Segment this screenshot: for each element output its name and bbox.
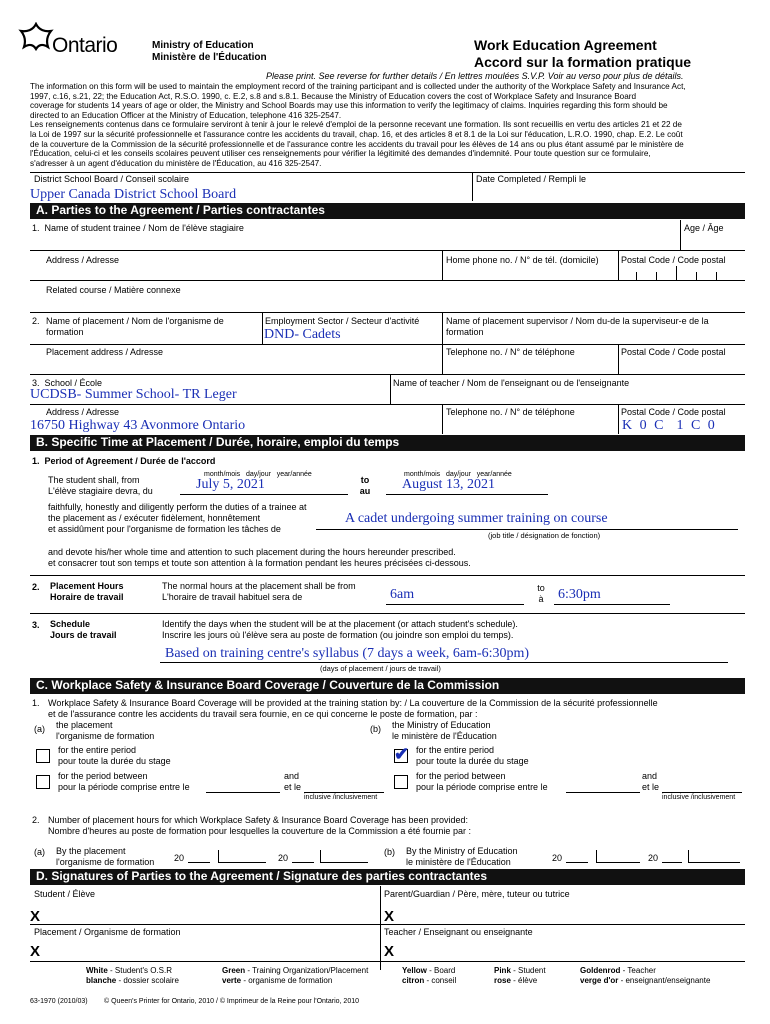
student-name-label: Name of student trainee / Nom de l'élève stagiaire: [44, 223, 244, 233]
hours-label-en: Placement Hours: [50, 581, 124, 591]
placement-signature-label: Placement / Organisme de formation: [34, 927, 181, 937]
section-c-bar: C. Workplace Safety & Insurance Board Coverage / Couverture de la Commission: [30, 678, 745, 694]
option-a-label-fr: l'organisme de formation: [56, 731, 155, 741]
hours-coverage-text-en: Number of placement hours for which Workplace Safety & Insurance Board Coverage has been provided:: [48, 815, 469, 825]
from-date-value[interactable]: July 5, 2021: [196, 477, 265, 492]
option-a-label-en: the placement: [56, 720, 113, 730]
option-b-between-checkbox[interactable]: [394, 775, 408, 789]
form-title-en: Work Education Agreement: [474, 37, 657, 53]
option-b-label-fr: le ministère de l'Éducation: [392, 731, 497, 741]
home-phone-label: Home phone no. / N° de tél. (domicile): [446, 255, 599, 265]
date-completed-label: Date Completed / Rempli le: [476, 174, 587, 184]
board-label: District School Board / Conseil scolaire: [34, 174, 190, 184]
section-b-bar: B. Specific Time at Placement / Durée, horaire, emploi du temps: [30, 435, 745, 451]
duties-text-1: faithfully, honestly and diligently perform the duties of a trainee at: [48, 502, 307, 512]
school-address-value[interactable]: 16750 Highway 43 Avonmore Ontario: [30, 418, 246, 433]
school-postal-label: Postal Code / Code postal: [621, 407, 726, 417]
ministry-en: Ministry of Education: [152, 40, 254, 51]
hours-coverage-text-fr: Nombre d'heures au poste de formation pour lesquelles la couverture de la Commission a été fournie par :: [48, 826, 471, 836]
section-a-bar: A. Parties to the Agreement / Parties contractantes: [30, 203, 745, 219]
school-label: School / École: [44, 378, 103, 388]
placement-address-label: Placement address / Adresse: [46, 347, 164, 357]
parent-signature-label: Parent/Guardian / Père, mère, tuteur ou tutrice: [384, 889, 570, 899]
teacher-signature-label: Teacher / Enseignant ou enseignante: [384, 927, 533, 937]
form-title-fr: Accord sur la formation pratique: [474, 54, 692, 70]
to-date-value[interactable]: August 13, 2021: [402, 477, 495, 492]
teacher-name-label: Name of teacher / Nom de l'enseignant ou de l'enseignante: [393, 378, 630, 388]
from-label-fr: L'élève stagiaire devra, du: [48, 486, 153, 496]
form-number: 63-1970 (2010/03): [30, 998, 88, 1005]
teacher-signature-x[interactable]: X: [384, 943, 395, 960]
school-phone-label: Telephone no. / N° de téléphone: [446, 407, 575, 417]
copyright: © Queen's Printer for Ontario, 2010 / © Imprimeur de la Reine pour l'Ontario, 2010: [104, 998, 360, 1005]
placement-signature-x[interactable]: X: [30, 943, 41, 960]
schedule-value[interactable]: Based on training centre's syllabus (7 days a week, 6am-6:30pm): [165, 646, 530, 661]
job-title-value[interactable]: A cadet undergoing summer training on course: [345, 511, 608, 526]
schedule-hint: (days of placement / jours de travail): [320, 664, 441, 673]
school-postal-value[interactable]: K 0 C 1 C 0: [622, 418, 717, 433]
devote-text-en: and devote his/her whole time and attention to such placement during the hours hereunder prescribed.: [48, 547, 456, 557]
option-b-label-en: the Ministry of Education: [392, 720, 491, 730]
coverage-text-fr: et de l'assurance contre les accidents du travail sera fournie, en ce qui concerne le poste de formation, par :: [48, 709, 478, 719]
hours-to-value[interactable]: 6:30pm: [558, 587, 601, 602]
address-label: Address / Adresse: [46, 255, 120, 265]
related-course-label: Related course / Matière connexe: [46, 285, 181, 295]
from-date-hint: month/mois day/jour year/année: [204, 471, 312, 478]
schedule-label-en: Schedule: [50, 619, 91, 629]
employment-sector-value[interactable]: DND- Cadets: [264, 327, 341, 342]
by-ministry-label-fr: le ministère de l'Éducation: [406, 857, 511, 867]
placement-phone-label: Telephone no. / N° de téléphone: [446, 347, 575, 357]
placement-name-label: Name of placement / Nom de l'organisme de: [46, 316, 224, 326]
schedule-label-fr: Jours de travail: [50, 630, 117, 640]
ontario-logo: [14, 20, 134, 60]
option-a-between-checkbox[interactable]: [36, 775, 50, 789]
checkmark-icon: ✔: [394, 744, 410, 764]
by-ministry-label-en: By the Ministry of Education: [406, 846, 518, 856]
postal-code-label: Postal Code / Code postal: [621, 255, 726, 265]
placement-postal-label: Postal Code / Code postal: [621, 347, 726, 357]
to-date-hint: month/mois day/jour year/année: [404, 471, 512, 478]
age-label: Age / Âge: [684, 223, 724, 233]
by-placement-label-en: By the placement: [56, 846, 126, 856]
section-d-bar: D. Signatures of Parties to the Agreement / Signature des parties contractantes: [30, 869, 745, 885]
student-signature-label: Student / Élève: [34, 889, 96, 899]
school-address-label: Address / Adresse: [46, 407, 120, 417]
logo-text: Ontario: [52, 34, 118, 57]
by-placement-label-fr: l'organisme de formation: [56, 857, 155, 867]
from-label-en: The student shall, from: [48, 475, 140, 485]
supervisor-label: Name of placement supervisor / Nom du-de la superviseur-e de la: [446, 316, 709, 326]
intro-text: The information on this form will be used to maintain the employment record of the training participant and is collected under the authority of the Workplace Safety and Insurance Act, 1997, c.16, s.21, 22; the Education Act, R.S.O. 1990, c. E.2, s.8 and s.8.1. Because the Ministry of Education covers the cost of Workplace Safety and Insurance Board coverage for students 14 years of age or older, the Ministry and School Boards may use this information to verify the legitimacy of claims. Inquiries regarding this form should be directed to an Education Officer at the Ministry of Education, telephone 416 325-2547. Les renseignements contenus dans ce formulaire serviront à tenir à jour le relevé d'emploi de la personne recevant une formation. Ils sont recueillis en vertu des articles 21 et 22 de la Loi de 1997 sur la sécurité professionnelle et l'assurance contre les accidents du travail, chap. 16, et des articles 8 et 8.1 de la Loi sur l'éducation, L.R.O. 1990, chap. E.2. Le coût de la couverture de la Commission de la sécurité professionnelle et de l'assurance contre les accidents du travail pour les élèves de 14 ans ou plus étant assumé par le ministère de l'Éducation, celui-ci et les conseils scolaires peuvent utiliser ces renseignements pour vérifier la légitimité des demandes d'indemnité. Pour toute question sur ce formulaire, s'adresser à un agent d'éducation du ministère de l'Éducation, au 416 325-2547.: [30, 82, 686, 168]
to-label-fr: au: [359, 486, 371, 496]
job-title-hint: (job title / désignation de fonction): [488, 531, 601, 540]
to-label-en: to: [360, 475, 370, 485]
option-a-entire-checkbox[interactable]: [36, 749, 50, 763]
devote-text-fr: et consacrer tout son temps et toute son attention à la formation pendant les heures précisées ci-dessous.: [48, 558, 471, 568]
ministry-fr: Ministère de l'Éducation: [152, 52, 267, 63]
parent-signature-x[interactable]: X: [384, 908, 395, 925]
coverage-text-en: Workplace Safety & Insurance Board Coverage will be provided at the training station by: / La couverture de la Commission de la sécurité professionnelle: [48, 698, 658, 708]
school-value[interactable]: UCDSB- Summer School- TR Leger: [30, 387, 237, 402]
hours-from-value[interactable]: 6am: [390, 587, 415, 602]
trillium-icon: [18, 22, 54, 56]
period-label: Period of Agreement / Durée de l'accord: [44, 456, 216, 466]
instructions: Please print. See reverse for further details / En lettres moulées S.V.P. Voir au verso pour plus de détails.: [266, 71, 684, 81]
hours-label-fr: Horaire de travail: [50, 592, 124, 602]
board-value[interactable]: Upper Canada District School Board: [30, 187, 237, 202]
employment-sector-label: Employment Sector / Secteur d'activité: [265, 316, 420, 326]
student-signature-x[interactable]: X: [30, 908, 41, 925]
